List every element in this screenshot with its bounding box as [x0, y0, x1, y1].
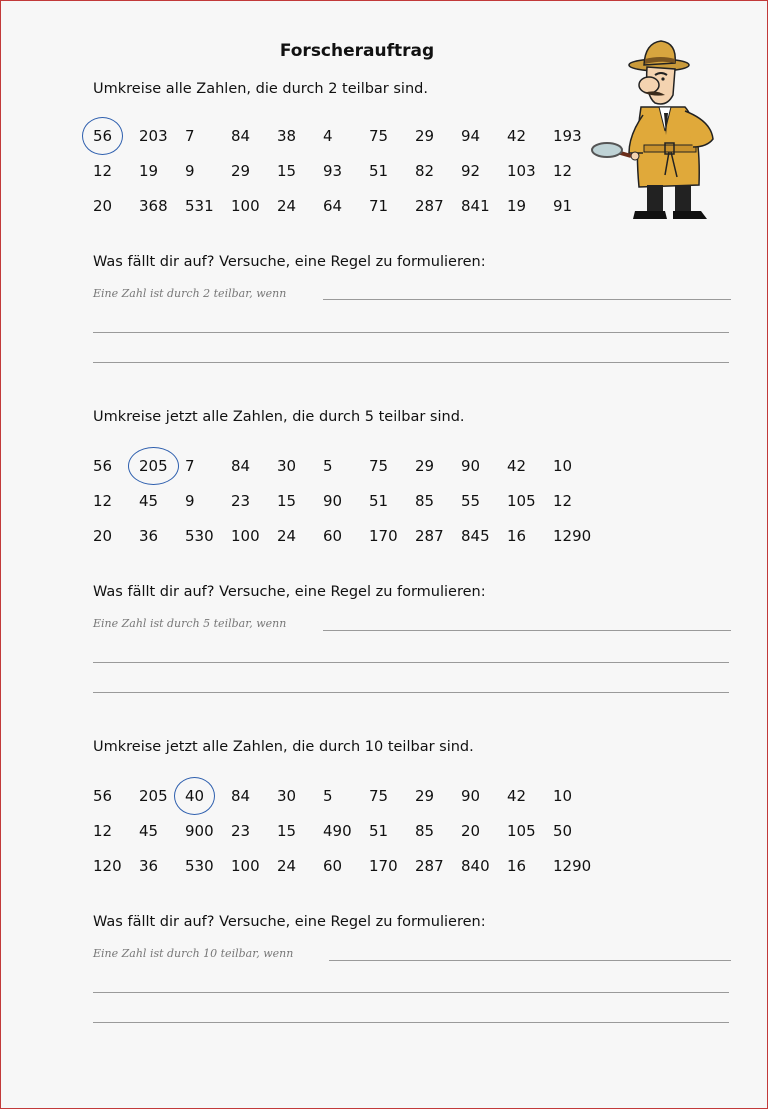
number-cell[interactable]: 15: [277, 492, 297, 510]
number-cell[interactable]: 103: [507, 162, 536, 180]
question-section-3: Was fällt dir auf? Versuche, eine Regel zu formulieren:: [93, 914, 486, 930]
number-cell[interactable]: 900: [185, 822, 214, 840]
number-cell[interactable]: 71: [369, 197, 389, 215]
number-cell[interactable]: 105: [507, 822, 536, 840]
number-cell[interactable]: 20: [93, 527, 113, 545]
number-cell[interactable]: 10: [553, 787, 573, 805]
number-cell[interactable]: 60: [323, 857, 343, 875]
number-cell[interactable]: 5: [323, 787, 333, 805]
number-cell[interactable]: 23: [231, 492, 251, 510]
number-cell[interactable]: 94: [461, 127, 481, 145]
number-cell[interactable]: 29: [415, 457, 435, 475]
number-cell[interactable]: 170: [369, 527, 398, 545]
number-cell[interactable]: 20: [93, 197, 113, 215]
number-cell[interactable]: 36: [139, 527, 159, 545]
answer-line[interactable]: [93, 362, 729, 363]
number-cell[interactable]: 19: [139, 162, 159, 180]
number-cell[interactable]: 51: [369, 492, 389, 510]
number-cell[interactable]: 490: [323, 822, 352, 840]
number-cell[interactable]: 56: [93, 457, 113, 475]
number-cell[interactable]: 51: [369, 822, 389, 840]
answer-line[interactable]: [93, 1022, 729, 1023]
number-cell[interactable]: 38: [277, 127, 297, 145]
number-cell[interactable]: 12: [553, 162, 573, 180]
number-cell[interactable]: 84: [231, 127, 251, 145]
number-cell[interactable]: 51: [369, 162, 389, 180]
number-cell[interactable]: 75: [369, 457, 389, 475]
number-cell[interactable]: 840: [461, 857, 490, 875]
question-section-1: Was fällt dir auf? Versuche, eine Regel zu formulieren:: [93, 254, 486, 270]
number-cell[interactable]: 7: [185, 457, 195, 475]
number-cell[interactable]: 287: [415, 857, 444, 875]
rule-hint-section-2: Eine Zahl ist durch 5 teilbar, wenn: [93, 617, 287, 630]
number-cell[interactable]: 55: [461, 492, 481, 510]
number-cell[interactable]: 91: [553, 197, 573, 215]
number-cell[interactable]: 85: [415, 822, 435, 840]
number-cell[interactable]: 16: [507, 857, 527, 875]
question-section-2: Was fällt dir auf? Versuche, eine Regel zu formulieren:: [93, 584, 486, 600]
number-cell[interactable]: 24: [277, 857, 297, 875]
number-cell[interactable]: 5: [323, 457, 333, 475]
number-cell[interactable]: 90: [323, 492, 343, 510]
number-cell[interactable]: 82: [415, 162, 435, 180]
number-cell[interactable]: 92: [461, 162, 481, 180]
number-cell[interactable]: 36: [139, 857, 159, 875]
number-cell[interactable]: 84: [231, 787, 251, 805]
instruction-section-2: Umkreise jetzt alle Zahlen, die durch 5 teilbar sind.: [93, 409, 465, 425]
rule-hint-section-1: Eine Zahl ist durch 2 teilbar, wenn: [93, 287, 287, 300]
number-cell[interactable]: 19: [507, 197, 527, 215]
number-cell[interactable]: 170: [369, 857, 398, 875]
number-cell[interactable]: 9: [185, 162, 195, 180]
number-cell[interactable]: 287: [415, 197, 444, 215]
number-cell[interactable]: 7: [185, 127, 195, 145]
answer-line[interactable]: [329, 960, 731, 961]
number-cell[interactable]: 60: [323, 527, 343, 545]
number-cell[interactable]: 100: [231, 197, 260, 215]
number-cell[interactable]: 45: [139, 822, 159, 840]
number-cell[interactable]: 64: [323, 197, 343, 215]
number-cell[interactable]: 30: [277, 787, 297, 805]
rule-hint-section-3: Eine Zahl ist durch 10 teilbar, wenn: [93, 947, 294, 960]
number-cell[interactable]: 205: [139, 787, 168, 805]
number-cell[interactable]: 193: [553, 127, 582, 145]
number-cell[interactable]: 368: [139, 197, 168, 215]
number-cell[interactable]: 845: [461, 527, 490, 545]
number-cell[interactable]: 42: [507, 787, 527, 805]
number-cell[interactable]: 531: [185, 197, 214, 215]
number-cell[interactable]: 120: [93, 857, 122, 875]
number-cell[interactable]: 16: [507, 527, 527, 545]
number-cell[interactable]: 90: [461, 457, 481, 475]
number-cell[interactable]: 100: [231, 857, 260, 875]
number-cell[interactable]: 56: [93, 127, 113, 145]
number-cell[interactable]: 56: [93, 787, 113, 805]
number-cell[interactable]: 105: [507, 492, 536, 510]
answer-line[interactable]: [93, 992, 729, 993]
number-cell[interactable]: 20: [461, 822, 481, 840]
answer-line[interactable]: [93, 332, 729, 333]
number-cell[interactable]: 1290: [553, 857, 592, 875]
number-cell[interactable]: 29: [231, 162, 251, 180]
number-cell[interactable]: 12: [553, 492, 573, 510]
number-cell[interactable]: 530: [185, 527, 214, 545]
number-cell[interactable]: 100: [231, 527, 260, 545]
number-cell[interactable]: 29: [415, 127, 435, 145]
number-cell[interactable]: 84: [231, 457, 251, 475]
answer-line[interactable]: [93, 692, 729, 693]
instruction-section-1: Umkreise alle Zahlen, die durch 2 teilbar sind.: [93, 81, 428, 97]
number-cell[interactable]: 203: [139, 127, 168, 145]
number-cell[interactable]: 29: [415, 787, 435, 805]
page-title: Forscherauftrag: [279, 41, 435, 61]
answer-line[interactable]: [323, 299, 731, 300]
number-cell[interactable]: 9: [185, 492, 195, 510]
number-cell[interactable]: 15: [277, 822, 297, 840]
number-cell[interactable]: 4: [323, 127, 333, 145]
number-cell[interactable]: 90: [461, 787, 481, 805]
number-cell[interactable]: 287: [415, 527, 444, 545]
number-cell[interactable]: 93: [323, 162, 343, 180]
number-cell[interactable]: 12: [93, 492, 113, 510]
detective-with-magnifying-glass-icon: [589, 35, 739, 225]
number-cell[interactable]: 23: [231, 822, 251, 840]
number-cell[interactable]: 75: [369, 787, 389, 805]
number-cell[interactable]: 15: [277, 162, 297, 180]
number-cell[interactable]: 85: [415, 492, 435, 510]
number-cell[interactable]: 24: [277, 197, 297, 215]
number-cell[interactable]: 42: [507, 127, 527, 145]
number-cell[interactable]: 24: [277, 527, 297, 545]
answer-line[interactable]: [323, 630, 731, 631]
instruction-section-3: Umkreise jetzt alle Zahlen, die durch 10 teilbar sind.: [93, 739, 474, 755]
number-cell[interactable]: 50: [553, 822, 573, 840]
number-cell[interactable]: 12: [93, 162, 113, 180]
number-cell[interactable]: 841: [461, 197, 490, 215]
number-cell[interactable]: 45: [139, 492, 159, 510]
number-cell[interactable]: 10: [553, 457, 573, 475]
number-cell[interactable]: 205: [139, 457, 168, 475]
number-cell[interactable]: 12: [93, 822, 113, 840]
number-cell[interactable]: 42: [507, 457, 527, 475]
number-cell[interactable]: 1290: [553, 527, 592, 545]
number-cell[interactable]: 40: [185, 787, 205, 805]
number-cell[interactable]: 30: [277, 457, 297, 475]
answer-line[interactable]: [93, 662, 729, 663]
number-cell[interactable]: 75: [369, 127, 389, 145]
number-cell[interactable]: 530: [185, 857, 214, 875]
